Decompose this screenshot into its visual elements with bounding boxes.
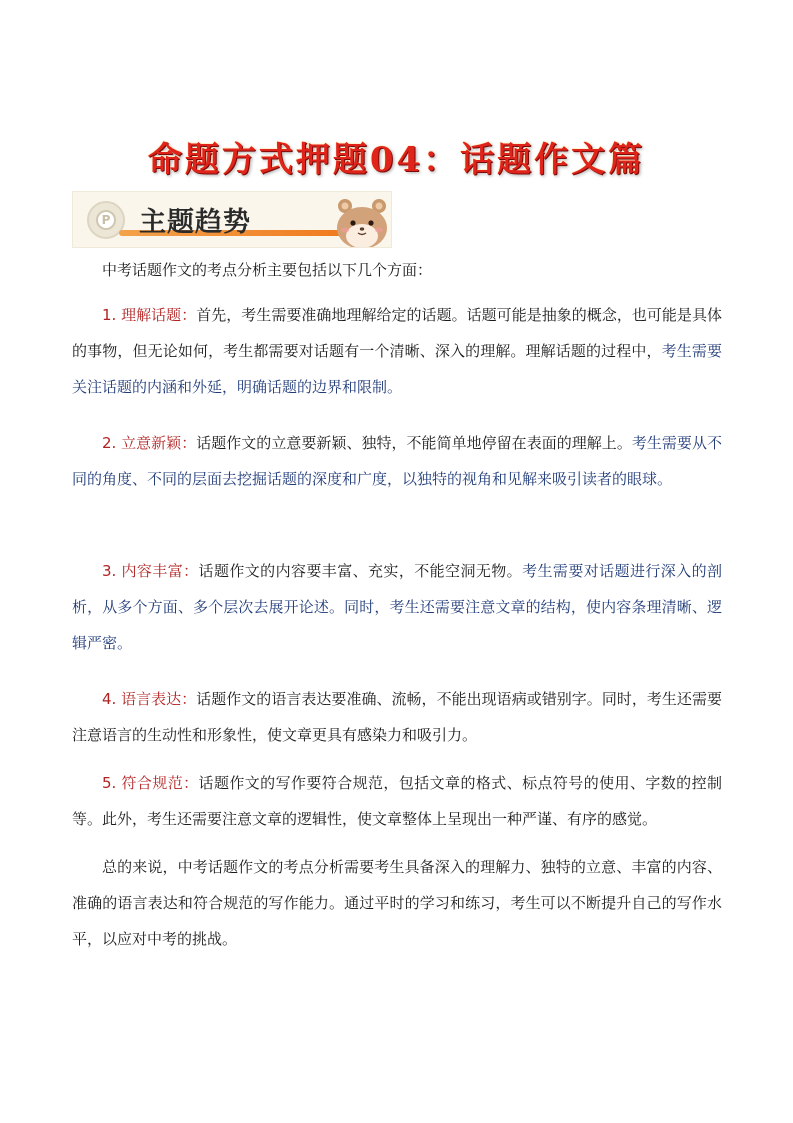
point-3-text-b: 考生需要对话题进行深入的剖析，从多个方面、多个层次去展开论述。同时，考生还需要注意文章的结构，使内容条理清晰、逻辑严密。	[72, 562, 722, 652]
point-2-text-b: 考生需要从不同的角度、不同的层面去挖掘话题的深度和广度，以独特的视角和见解来吸引读者的眼球。	[72, 434, 722, 488]
point-5	[72, 765, 722, 837]
point-2-text-a: 话题作文的立意要新颖、独特，不能简单地停留在表面的理解上。	[196, 434, 632, 452]
point-5-text-a: 话题作文的写作要符合规范，包括文章的格式、标点符号的使用、字数的控制等。此外，考生还需要注意文章的逻辑性，使文章整体上呈现出一种严谨、有序的感觉。	[72, 774, 722, 828]
point-2	[72, 425, 722, 497]
point-1	[72, 297, 722, 405]
point-1-text-a: 首先，考生需要准确地理解给定的话题。话题可能是抽象的概念，也可能是具体的事物，但无论如何，考生都需要对话题有一个清晰、深入的理解。理解话题的过程中，	[72, 306, 722, 360]
point-4-lead: 4. 语言表达：	[102, 690, 197, 708]
intro-paragraph: 中考话题作文的考点分析主要包括以下几个方面：	[102, 261, 433, 279]
point-3-lead: 3. 内容丰富：	[102, 562, 199, 580]
point-4-text-a: 话题作文的语言表达要准确、流畅，不能出现语病或错别字。同时，考生还需要注意语言的生动性和形象性，使文章更具有感染力和吸引力。	[72, 690, 722, 744]
banner-label: 主题趋势	[139, 207, 251, 238]
point-4	[72, 681, 722, 753]
point-2-lead: 2. 立意新颖：	[102, 434, 197, 452]
point-1-lead: 1. 理解话题：	[102, 306, 197, 324]
point-3	[72, 553, 722, 661]
section-banner	[72, 191, 392, 248]
medal-letter: P	[96, 210, 116, 230]
point-1-text-b: 考生需要关注话题的内涵和外延，明确话题的边界和限制。	[72, 342, 722, 396]
summary-paragraph: 总的来说，中考话题作文的考点分析需要考生具备深入的理解力、独特的立意、丰富的内容、准确的语言表达和符合规范的写作能力。通过平时的学习和练习，考生可以不断提升自己的写作水平，以应对中考的挑战。	[72, 858, 722, 948]
point-3-text-a: 话题作文的内容要丰富、充实，不能空洞无物。	[198, 562, 523, 580]
page-title: 命题方式押题04：话题作文篇	[147, 140, 646, 180]
hamster-mascot-icon	[331, 196, 392, 248]
point-5-lead: 5. 符合规范：	[102, 774, 199, 792]
